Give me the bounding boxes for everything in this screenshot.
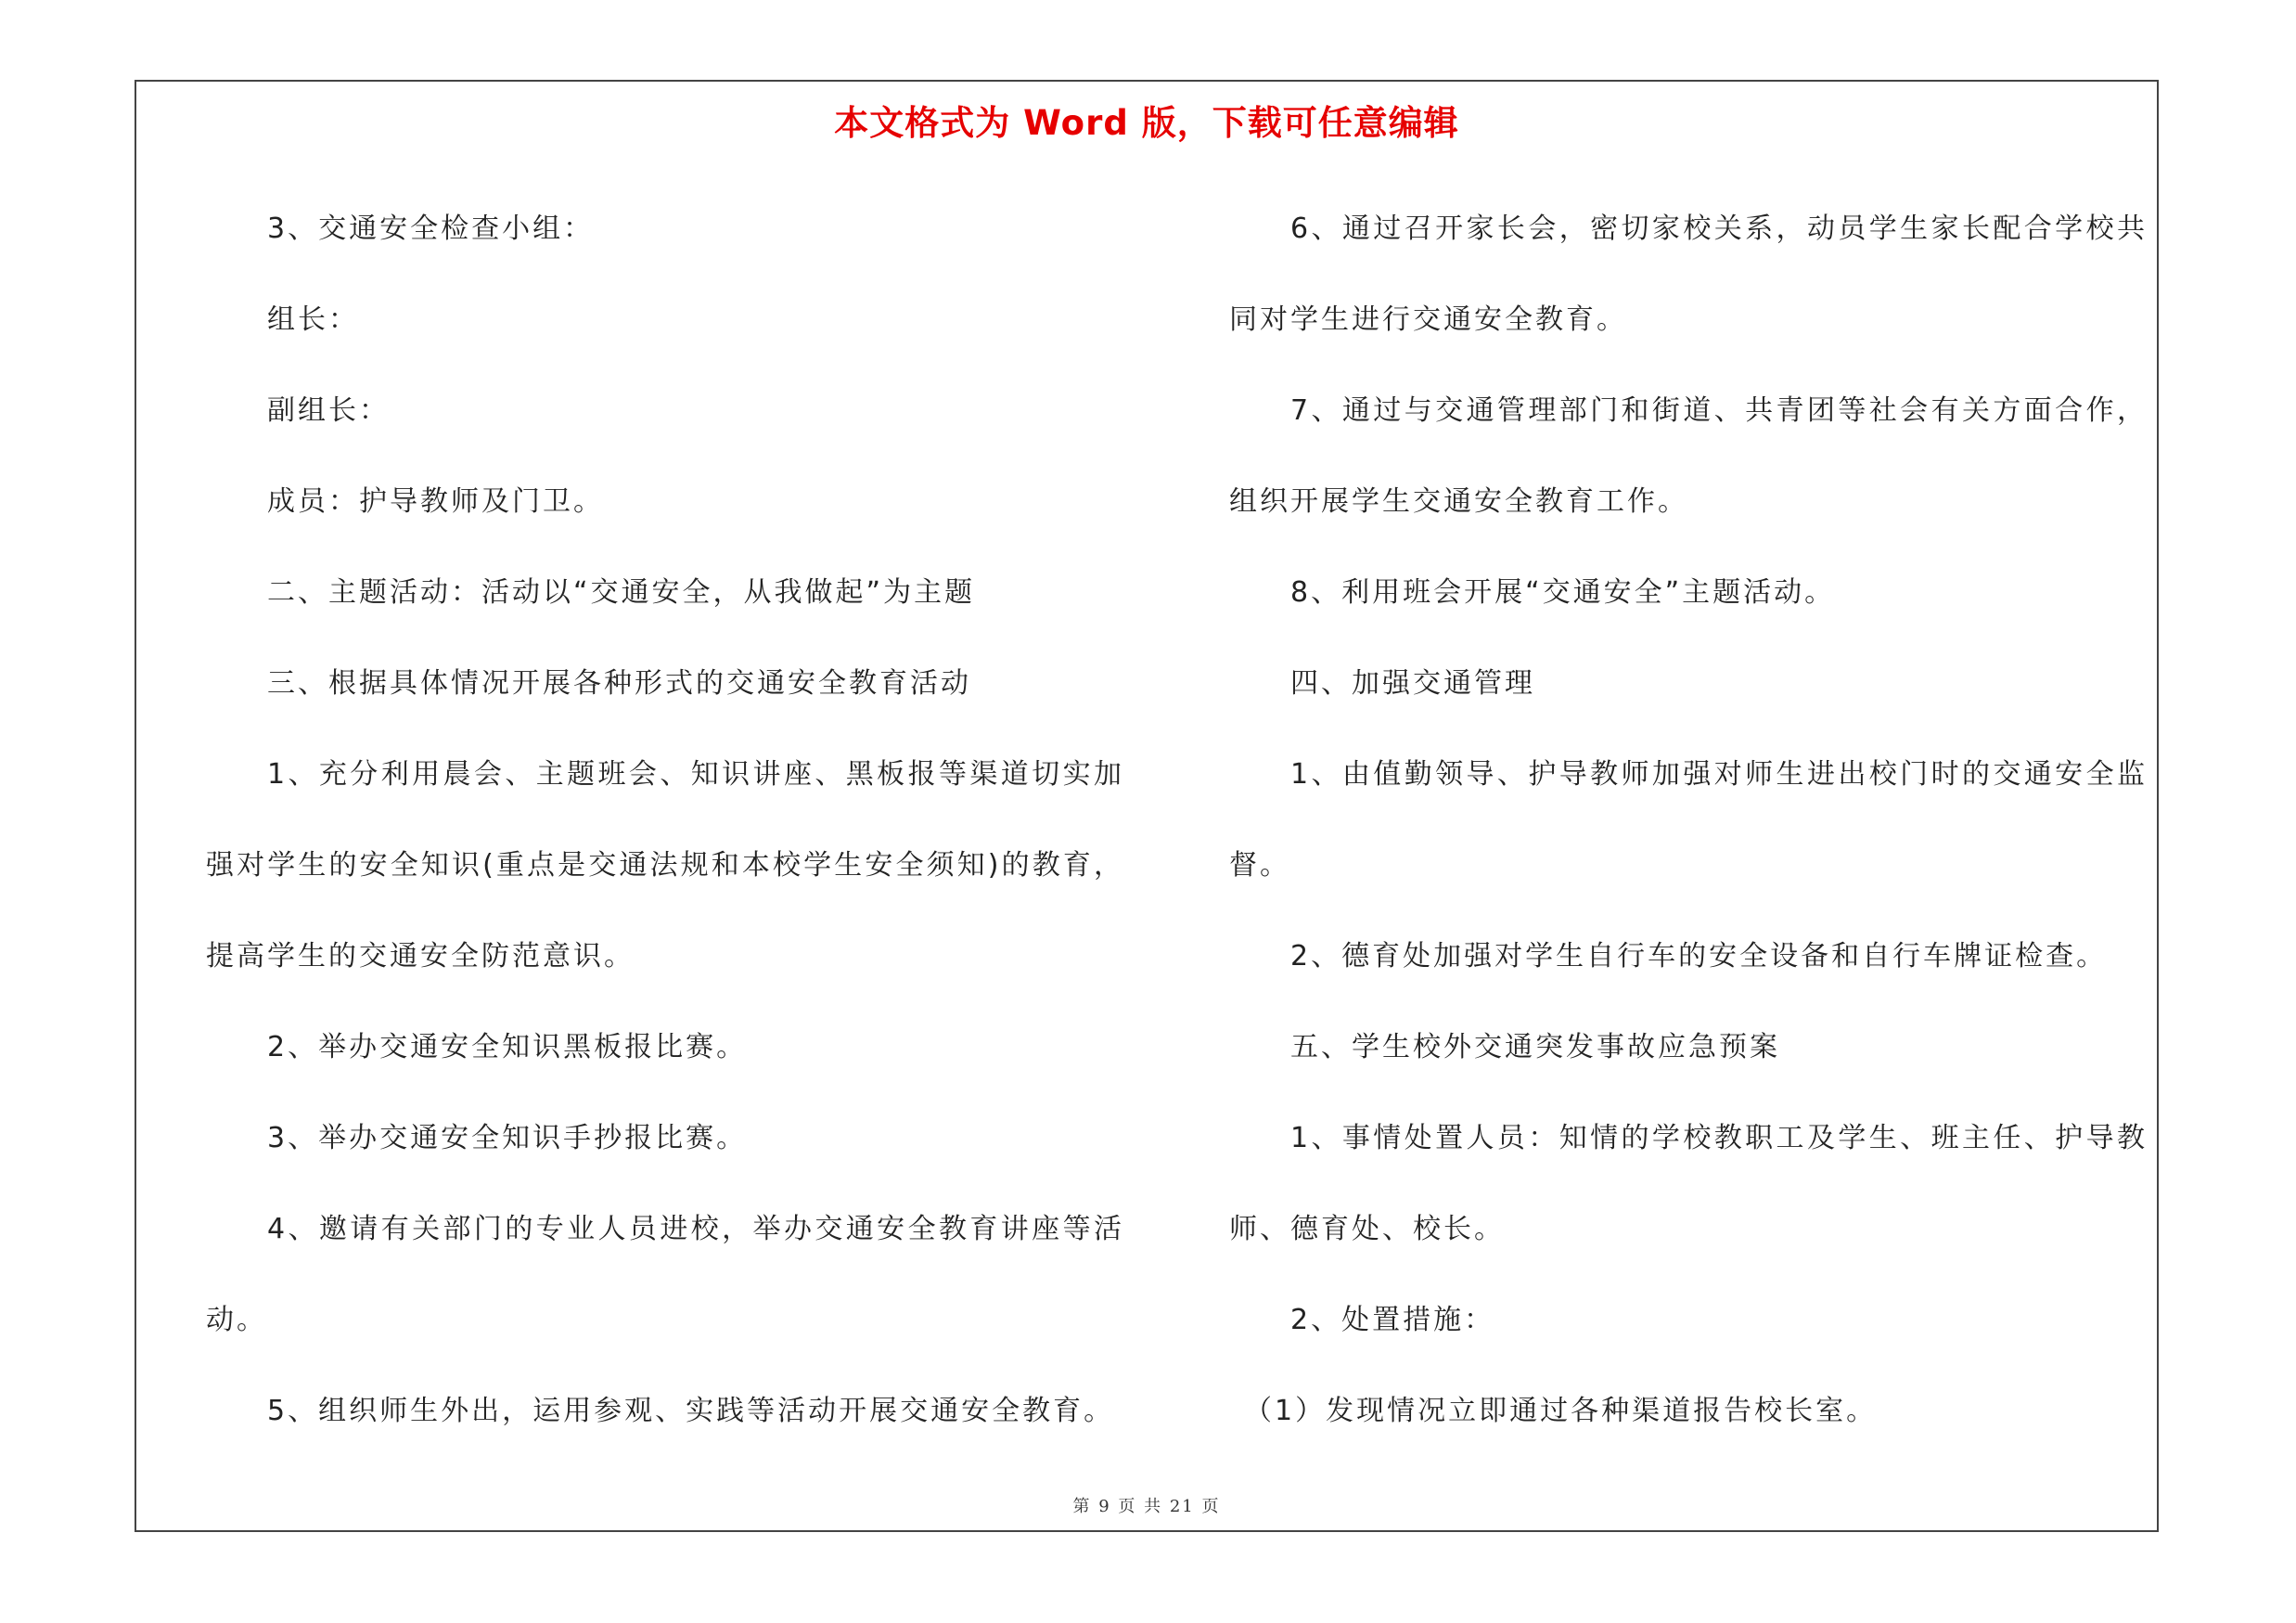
paragraph: 6、通过召开家长会，密切家校关系，动员学生家长配合学校共同对学生进行交通安全教育。 xyxy=(1229,213,2148,336)
paragraph: 五、学生校外交通突发事故应急预案 xyxy=(1290,1031,1780,1063)
paragraph: （1）发现情况立即通过各种渠道报告校长室。 xyxy=(1244,1395,1878,1427)
left-column xyxy=(206,184,1124,1457)
paragraph: 2、处置措施： xyxy=(1290,1304,1495,1336)
paragraph: 7、通过与交通管理部门和街道、共青团等社会有关方面合作，组织开展学生交通安全教育工作。 xyxy=(1229,394,2148,518)
paragraph: 4、邀请有关部门的专业人员进校，举办交通安全教育讲座等活动。 xyxy=(206,1213,1124,1336)
paragraph: 5、组织师生外出，运用参观、实践等活动开展交通安全教育。 xyxy=(267,1395,1115,1427)
paragraph: 2、举办交通安全知识黑板报比赛。 xyxy=(267,1031,748,1063)
paragraph: 成员：护导教师及门卫。 xyxy=(267,485,604,518)
paragraph: 四、加强交通管理 xyxy=(1290,667,1535,700)
paragraph: 1、事情处置人员：知情的学校教职工及学生、班主任、护导教师、德育处、校长。 xyxy=(1229,1122,2148,1245)
paragraph: 3、交通安全检查小组： xyxy=(267,213,595,245)
paragraph: 三、根据具体情况开展各种形式的交通安全教育活动 xyxy=(267,667,971,700)
format-banner: 本文格式为 Word 版，下载可任意编辑 xyxy=(834,103,1459,143)
paragraph: 2、德育处加强对学生自行车的安全设备和自行车牌证检查。 xyxy=(1290,940,2108,973)
paragraph: 二、主题活动：活动以“交通安全，从我做起”为主题 xyxy=(267,576,976,609)
right-column xyxy=(1229,184,2148,1457)
paragraph: 3、举办交通安全知识手抄报比赛。 xyxy=(267,1122,748,1154)
page-frame xyxy=(135,80,2159,1532)
page-number: 第 9 页 共 21 页 xyxy=(1072,1497,1221,1516)
paragraph: 1、由值勤领导、护导教师加强对师生进出校门时的交通安全监督。 xyxy=(1229,758,2148,882)
paragraph: 副组长： xyxy=(267,394,390,427)
paragraph: 1、充分利用晨会、主题班会、知识讲座、黑板报等渠道切实加强对学生的安全知识(重点是交通法规和本校学生安全须知)的教育，提高学生的交通安全防范意识。 xyxy=(206,758,1124,973)
paragraph: 组长： xyxy=(267,303,359,336)
paragraph: 8、利用班会开展“交通安全”主题活动。 xyxy=(1290,576,1836,609)
